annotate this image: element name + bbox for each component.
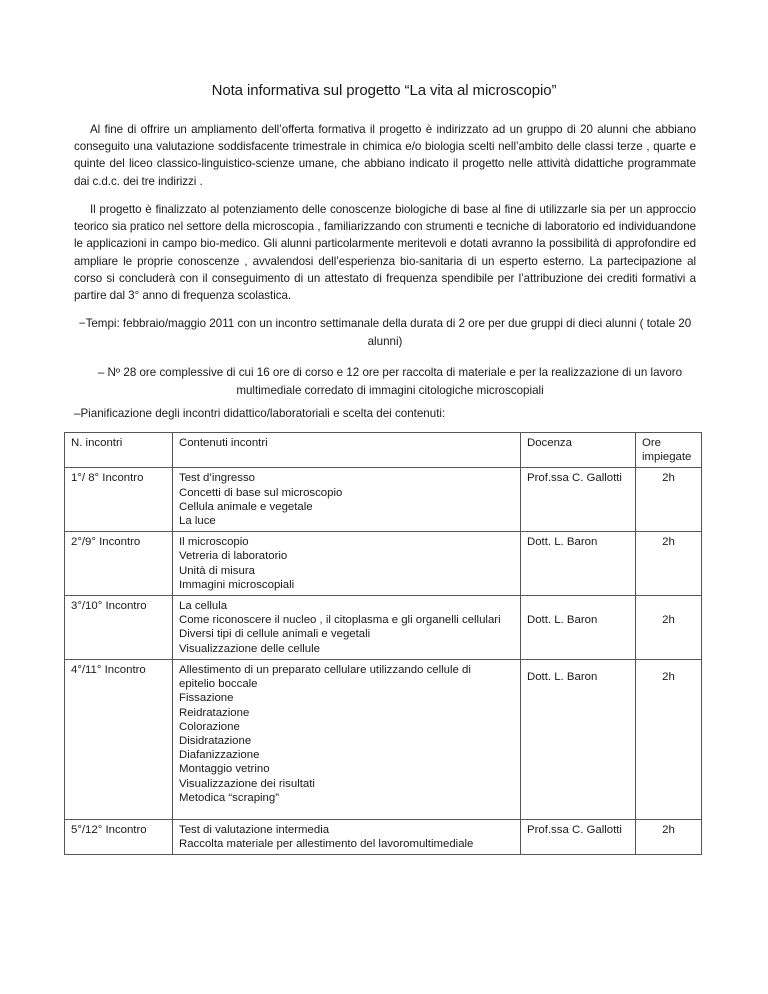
row-ore: 2h	[636, 532, 702, 596]
row-docenza: Prof.ssa C. Gallotti	[521, 468, 636, 532]
header-incontri: N. incontri	[65, 433, 173, 468]
header-ore: Ore impiegate	[636, 433, 702, 468]
row-contenuti: Allestimento di un preparato cellulare utilizzando cellule di epitelio boccale Fissazione Reidratazione Colorazione Disidratazione Diafanizzazione Montaggio vetrino Visualizzazione dei risultati Metodica “scraping”	[173, 660, 521, 820]
header-contenuti: Contenuti incontri	[173, 433, 521, 468]
row-ore: 2h	[636, 660, 702, 820]
table-row	[65, 820, 702, 855]
row-docenza: Dott. L. Baron	[521, 596, 636, 660]
row-docenza: Dott. L. Baron	[521, 532, 636, 596]
document-title: Nota informativa sul progetto “La vita al microscopio”	[211, 82, 557, 99]
row-incontro: 4°/11° Incontro	[65, 660, 173, 820]
schedule-table	[64, 432, 702, 855]
row-contenuti: La cellula Come riconoscere il nucleo , il citoplasma e gli organelli cellulari Diversi tipi di cellule animali e vegetali Visualizzazione delle cellule	[173, 596, 521, 660]
header-docenza: Docenza	[521, 433, 636, 468]
row-contenuti: Test d’ingresso Concetti di base sul microscopio Cellula animale e vegetale La luce	[173, 468, 521, 532]
row-incontro: 3°/10° Incontro	[65, 596, 173, 660]
row-docenza: Dott. L. Baron	[521, 660, 636, 820]
row-contenuti: Test di valutazione intermedia Raccolta materiale per allestimento del lavoromultimediale	[173, 820, 521, 855]
row-ore: 2h	[636, 596, 702, 660]
row-incontro: 1°/ 8° Incontro	[65, 468, 173, 532]
table-row	[65, 596, 702, 660]
table-row	[65, 660, 702, 820]
intro-paragraph	[74, 121, 696, 190]
row-incontro: 2°/9° Incontro	[65, 532, 173, 596]
goals-paragraph	[74, 201, 696, 304]
table-header-row	[65, 433, 702, 468]
tempi-note: −Tempi: febbraio/maggio 2011 con un incontro settimanale della durata di 2 ore per due gruppi di dieci alunni ( totale 20 alunni)	[78, 317, 692, 348]
hours-note: – Nº 28 ore complessive di cui 16 ore di corso e 12 ore per raccolta di materiale e per la realizzazione di un lavoro multimediale corredato di immagini citologiche microscopiali	[97, 366, 683, 397]
table-row	[65, 532, 702, 596]
row-docenza: Prof.ssa C. Gallotti	[521, 820, 636, 855]
row-ore: 2h	[636, 820, 702, 855]
table-row	[65, 468, 702, 532]
intro-paragraph-text: Al fine di offrire un ampliamento dell’offerta formativa il progetto è indirizzato ad un gruppo di 20 alunni che abbiano conseguito una valutazione soddisfacente trimestrale in chimica e/o biologia scelti nell’ambito delle classi terze , quarte e quinte del liceo classico-linguistico-scienze umane, che abbiano indicato il progetto nelle attività didattiche programmate dai c.d.c. dei tre indirizzi .	[74, 123, 696, 188]
row-ore: 2h	[636, 468, 702, 532]
goals-paragraph-text: Il progetto è finalizzato al potenziamento delle conoscenze biologiche di base al fine di utilizzarle sia per un approccio teorico sia pratico nel settore della microscopia , familiarizzando con strumenti e tecniche di laboratorio ed individuandone le applicazioni in campo bio-medico. Gli alunni particolarmente meritevoli e dotati avranno la possibilità di approfondire ed ampliare le proprie conoscenze , avvalendosi dell’esperienza bio-sanitaria di un esperto esterno. La partecipazione al corso si concluderà con il conseguimento di un attestato di frequenza spendibile per l’attribuzione dei crediti formativi a partire dal 3° anno di frequenza scolastica.	[74, 203, 696, 303]
planning-heading: –Pianificazione degli incontri didattico/laboratoriali e scelta dei contenuti:	[74, 407, 446, 420]
row-contenuti: Il microscopio Vetreria di laboratorio Unità di misura Immagini microscopiali	[173, 532, 521, 596]
row-incontro: 5°/12° Incontro	[65, 820, 173, 855]
